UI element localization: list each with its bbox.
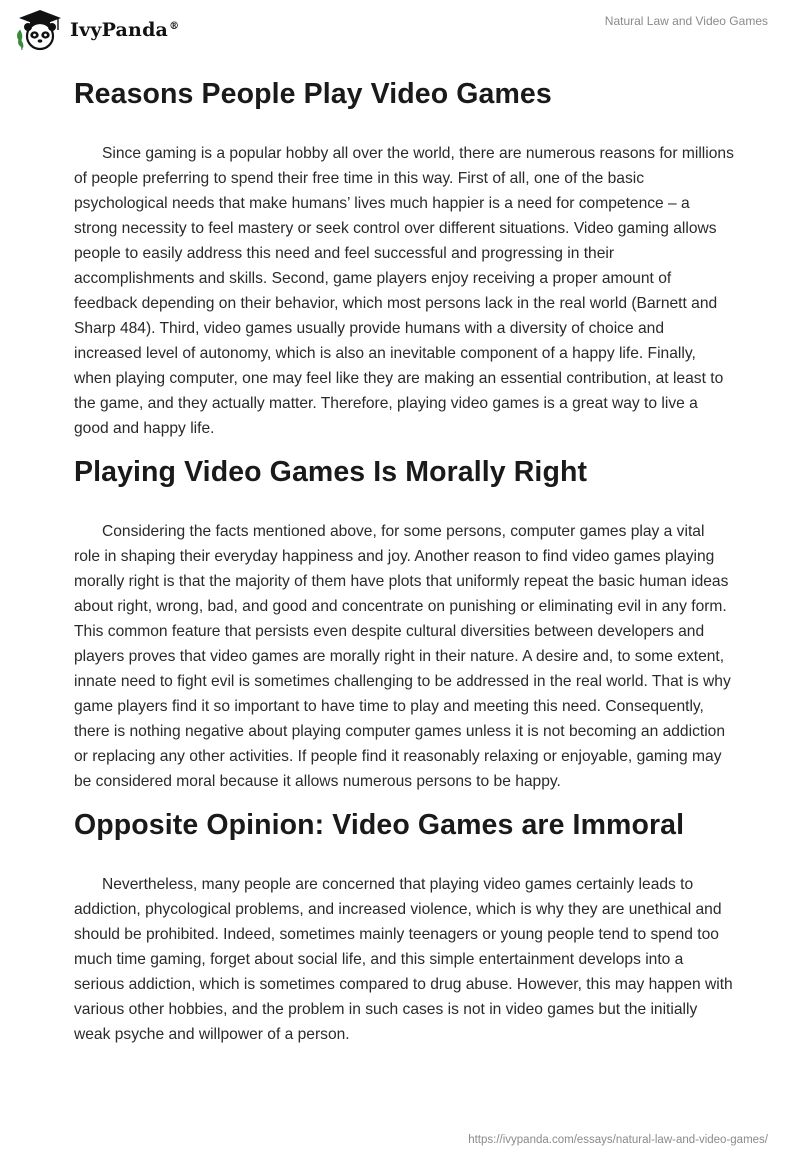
document-title: Natural Law and Video Games <box>604 14 768 28</box>
section-heading: Opposite Opinion: Video Games are Immoral <box>74 809 685 841</box>
section-paragraph: Nevertheless, many people are concerned that playing video games certainly leads to addiction, phycological problems, and increased violence, which is why they are unethical and should be prohibited. Indeed, sometimes mainly teenagers or young people tend to spend too much time gaming, forget about social life, and this simple entertainment develops into a serious addiction, which is sometimes compared to drug abuse. However, this may happen with various other hobbies, and the problem in such cases is not in video games but the initially weak psyche and willpower of a person. <box>74 876 733 1043</box>
section-heading: Reasons People Play Video Games <box>74 78 552 110</box>
logo-wordmark: IvyPanda® <box>70 19 180 41</box>
section-paragraph: Since gaming is a popular hobby all over the world, there are numerous reasons for millions of people preferring to spend their free time in this way. First of all, one of the basic psychological needs that make humans’ lives much happier is a need for competence – a strong necessity to feel mastery or seek control over different situations. Video gaming allows people to easily address this need and feel successful and progressing in their accomplishments and skills. Second, game players enjoy receiving a proper amount of feedback depending on their behavior, which most persons lack in the real world (Barnett and Sharp 484). Third, video games usually provide humans with a diversity of choice and increased level of autonomy, which is also an inevitable component of a happy life. Finally, when playing computer, one may feel like they are making an essential contribution, at least to the game, and they actually matter. Therefore, playing video games is a great way to live a good and happy life. <box>74 145 734 437</box>
ivypanda-logo[interactable] <box>14 8 179 52</box>
section-paragraph: Considering the facts mentioned above, for some persons, computer games play a vital role in shaping their everyday happiness and joy. Another reason to find video games playing morally right is that the majority of them have plots that uniformly repeat the basic human ideas about right, wrong, bad, and good and concentrate on punishing or eliminating evil in any form. This common feature that persists even despite cultural diversities between developers and players proves that video games are morally right in their nature. A desire and, to some extent, innate need to fight evil is sometimes challenging to be addressed in the real world. That is why game players find it so important to have time to play and meeting this need. Consequently, there is nothing negative about playing computer games unless it is not becoming an addiction or replacing any other activities. If people find it reasonably relaxing or enjoyable, gaming may be considered moral because it allows numerous persons to be happy. <box>74 523 731 790</box>
essay-content <box>74 70 734 1047</box>
page-header <box>0 0 800 60</box>
panda-graduate-icon <box>14 8 66 52</box>
section-heading: Playing Video Games Is Morally Right <box>74 456 588 488</box>
source-url[interactable]: https://ivypanda.com/essays/natural-law-and-video-games/ <box>468 1134 768 1146</box>
